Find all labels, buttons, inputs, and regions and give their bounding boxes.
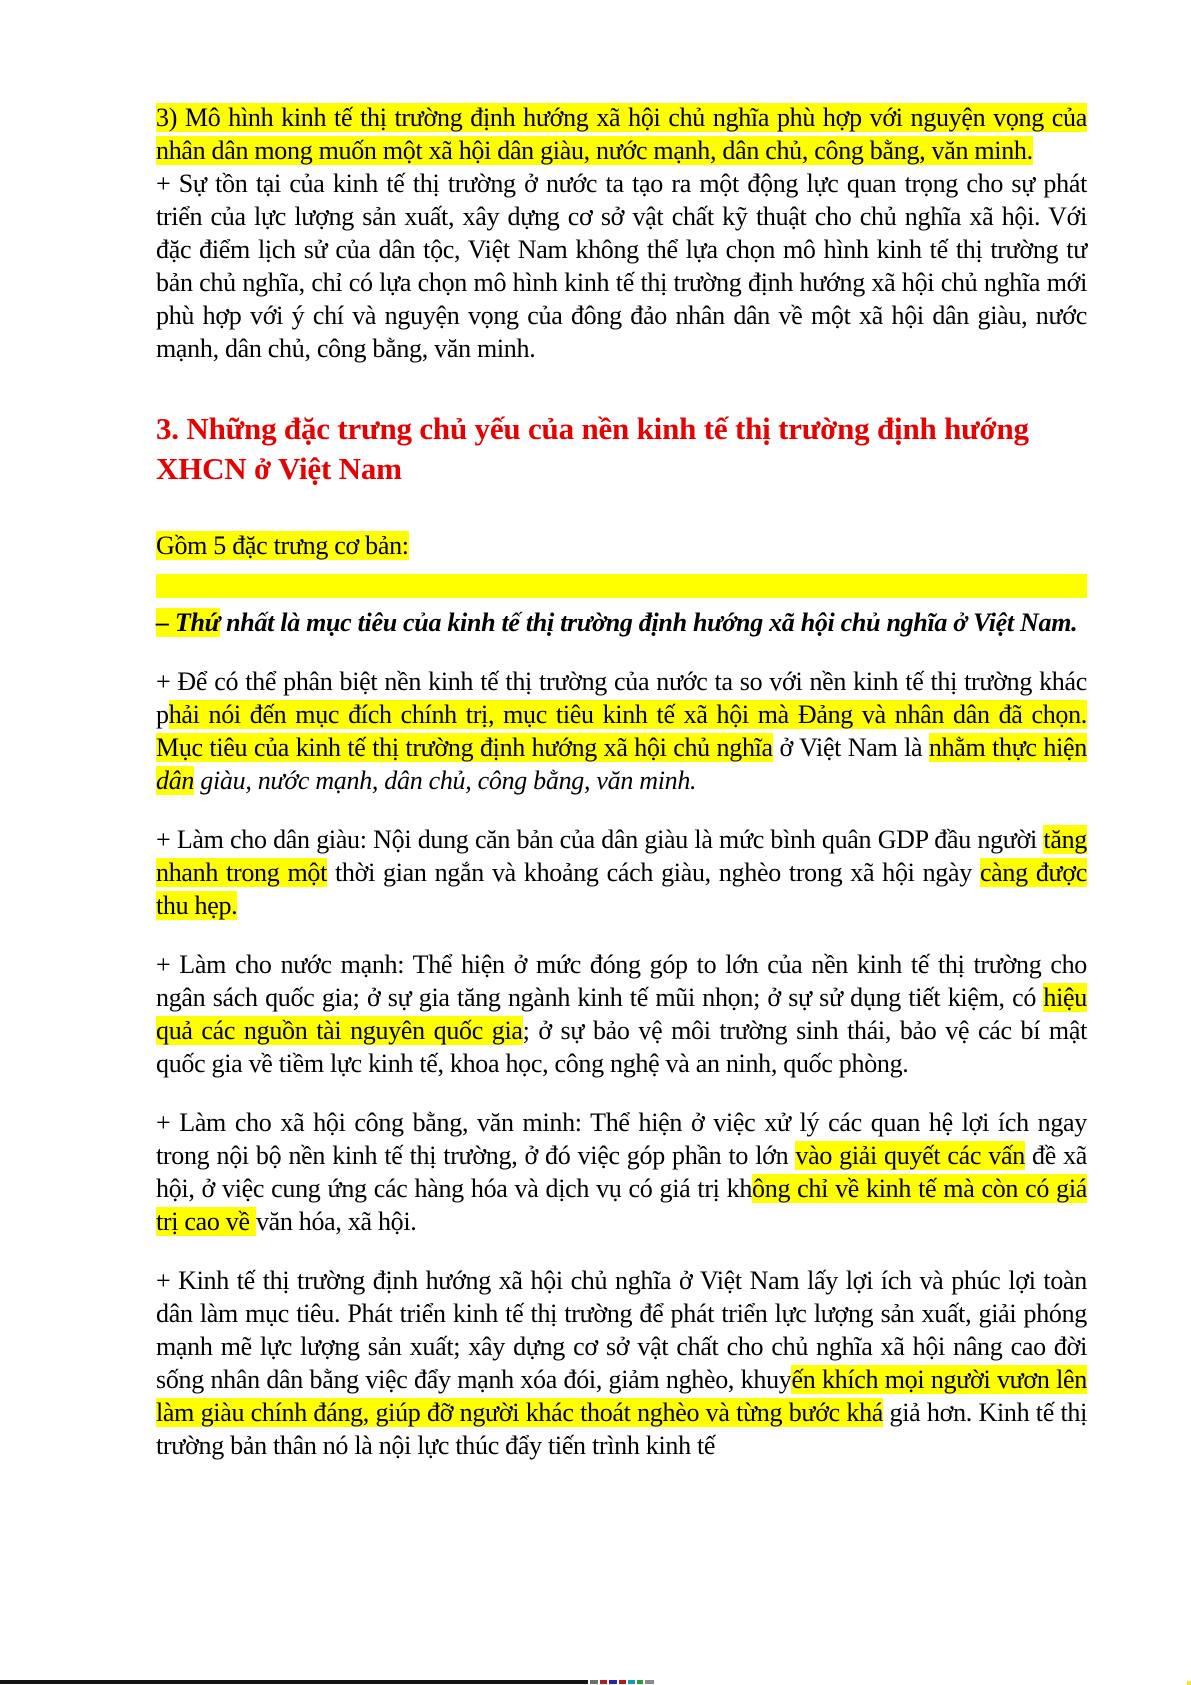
text-run: văn hóa, xã hội.	[255, 1207, 417, 1236]
text-run: + Kinh tế thị trường định hướng xã hội chủ nghĩa ở Việt Nam lấy lợi ích và phúc lợi toàn dân làm mục tiêu. Phát triển kinh tế thị trường để phát triển lực lượng sản xuất, giải phóng mạnh mẽ lực lượng sản xuất; xây dựng cơ sở vật chất cho chủ nghĩa xã hội nâng cao đời sống nhân dân bằng việc đẩy mạnh xóa đói, giảm nghèo, khuy	[156, 1266, 1087, 1394]
text-run: nhất là mục tiêu của kinh tế thị trường định hướng xã hội chủ nghĩa ở Việt Nam.	[219, 608, 1078, 637]
heading-text: 3. Những đặc trưng chủ yếu của nền kinh tế thị trường định hướng XHCN ở Việt Nam	[156, 411, 1029, 486]
text-run: đề xã hội, ở việc cung ứng các hàng hóa và dịch vụ có giá trị kh	[156, 1141, 1088, 1203]
text-run: thời gian ngắn và khoảng cách giàu, nghèo trong xã hội ngày	[327, 858, 980, 887]
paragraph-lam-cho-nuoc-manh	[156, 948, 1087, 1080]
text-run: ; ở sự bảo vệ môi trường sinh thái, bảo vệ các bí mật quốc gia về tiềm lực kinh tế, khoa học, công nghệ và an ninh, quốc phòng.	[156, 1016, 1087, 1078]
artifact-chip	[637, 1680, 643, 1684]
text-run: + Để có thể phân biệt nền kinh tế thị trường của nước ta so với nền kinh tế thị trường khác p	[156, 667, 1087, 729]
highlighted-text-run: Gồm 5 đặc trưng cơ bản:	[156, 531, 409, 560]
highlighted-text-run: 3) Mô hình kinh tế thị trường định hướng xã hội chủ nghĩa phù hợp với nguyện vọng của nhân dân mong muốn một xã hội dân giàu, nước mạnh, dân chủ, công bằng, văn minh.	[156, 103, 1087, 165]
section-heading	[156, 409, 1087, 489]
paragraph-kinh-te-thi-truong	[156, 1264, 1087, 1462]
text-run: + Làm cho nước mạnh: Thể hiện ở mức đóng góp to lớn của nền kinh tế thị trường cho ngân sách quốc gia; ở sự gia tăng ngành kinh tế mũi nhọn; ở sự sử dụng tiết kiệm, có	[156, 950, 1087, 1012]
artifact-chip	[619, 1680, 626, 1684]
artifact-chip	[590, 1680, 598, 1684]
highlighted-empty-line	[156, 574, 1087, 598]
italic-text-run: giàu, nước mạnh, dân chủ, công bằng, văn minh.	[194, 766, 697, 795]
text-run: giả hơn. Kinh tế thị trường bản thân nó là nội lực thúc đẩy tiến trình kinh tế	[156, 1398, 1087, 1460]
text-run: + Làm cho xã hội công bằng, văn minh: Thể hiện ở việc xử lý các quan hệ lợi ích ngay trong nội bộ nền kinh tế thị trường, ở đó việc góp phần to lớn	[156, 1108, 1087, 1170]
highlighted-text-run: hiệu quả các nguồn tài nguyên quốc gia	[156, 983, 1087, 1045]
highlighted-italic-text-run: dân	[156, 766, 195, 795]
paragraph-thu-nhat	[156, 606, 1087, 639]
highlighted-text-run: hải nói đến mục đích chính trị, mục tiêu kinh tế xã hội mà Đảng và nhân dân đã chọn. Mục tiêu của kinh tế thị trường định hướng xã hội chủ nghĩa	[156, 700, 1087, 762]
artifact-chip	[645, 1680, 654, 1684]
artifact-chip	[628, 1680, 635, 1684]
paragraph-de-co-the	[156, 665, 1087, 797]
paragraph-lam-cho-dan-giau	[156, 823, 1087, 922]
text-run: ở Việt Nam là	[772, 733, 929, 762]
highlighted-text-run: ến khích mọi người vươn lên làm giàu chính đáng, giúp đỡ người khác thoát nghèo và từng bước khá	[156, 1365, 1087, 1427]
paragraph-su-ton-tai	[156, 167, 1087, 365]
highlighted-text-run: tăng nhanh trong một	[156, 825, 1087, 887]
highlighted-text-run: càng được thu hẹp.	[156, 858, 1088, 920]
bottom-artifact-bar	[0, 1680, 588, 1684]
text-run: + Sự tồn tại của kinh tế thị trường ở nước ta tạo ra một động lực quan trọng cho sự phát triển của lực lượng sản xuất, xây dựng cơ sở vật chất kỹ thuật cho chủ nghĩa xã hội. Với đặc điểm lịch sử của dân tộc, Việt Nam không thể lựa chọn mô hình kinh tế thị trường tư bản chủ nghĩa, chỉ có lựa chọn mô hình kinh tế thị trường định hướng xã hội chủ nghĩa mới phù hợp với ý chí và nguyện vọng của đông đảo nhân dân về một xã hội dân giàu, nước mạnh, dân chủ, công bằng, văn minh.	[156, 169, 1087, 363]
text-run: + Làm cho dân giàu: Nội dung căn bản của dân giàu là mức bình quân GDP đầu người	[156, 825, 1044, 854]
bottom-artifact-chips	[590, 1680, 656, 1684]
paragraph-gom-5-dac-trung	[156, 529, 1087, 562]
highlighted-text-run: – Thứ	[156, 608, 220, 637]
artifact-chip	[600, 1680, 607, 1684]
artifact-chip	[609, 1680, 617, 1684]
highlighted-text-run: ông chỉ về kinh tế mà còn có giá trị cao về	[156, 1174, 1087, 1236]
corner-artifact-dot	[1187, 1681, 1191, 1685]
paragraph-lam-cho-xa-hoi-cong-bang	[156, 1106, 1087, 1238]
highlighted-text-run: nhằm thực hiện	[928, 733, 1087, 762]
paragraph-mo-hinh	[156, 101, 1087, 167]
highlighted-text-run: vào giải quyết các vấn	[795, 1141, 1025, 1170]
